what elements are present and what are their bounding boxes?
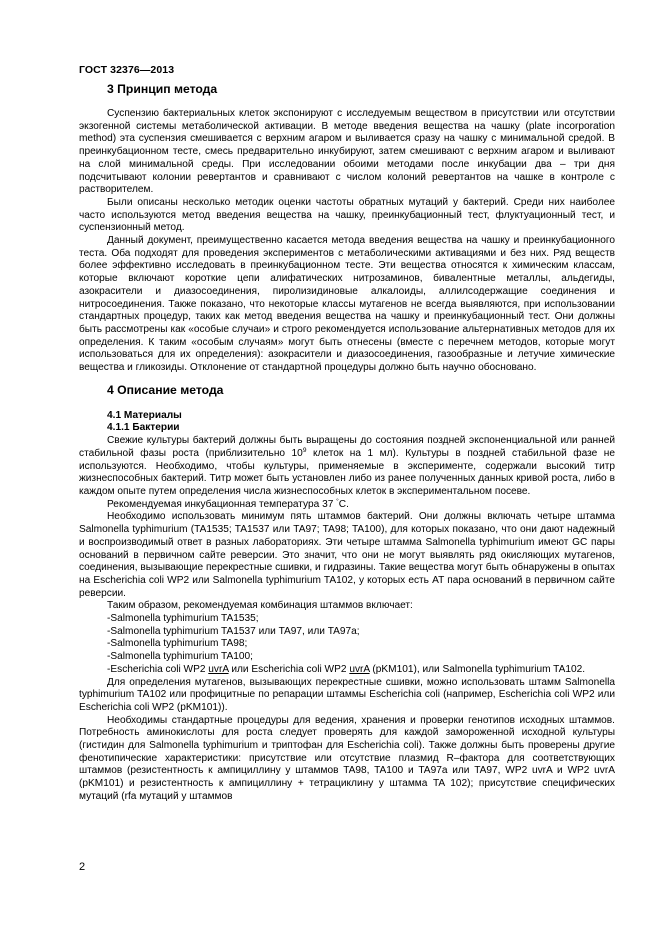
paragraph bbox=[79, 435, 615, 499]
paragraph: Для определения мутагенов, вызывающих перекрестные сшивки, можно использовать штамм Salmonella typhimurium TA102 или профицитные по репарации штаммы Escherichia coli (например, Escherichia coli WP2 или Escherichia coli WP2 (pKM101)). bbox=[79, 676, 615, 713]
text-run: или Escherichia coli WP2 bbox=[228, 663, 350, 675]
text-run: -Escherichia coli WP2 bbox=[107, 663, 209, 675]
document-body bbox=[79, 82, 615, 804]
text-run: С. bbox=[338, 498, 349, 510]
paragraph: Необходимо использовать минимум пять штаммов бактерий. Они должны включать четыре штамма Salmonella typhimurium (TA1535; TA1537 или TA97; TA98; TA100), для которых показано, что они дают надежный и воспроизводимый ответ в разных лабораториях. Эти четыре штамма Salmonella typhimurium имеют GC пары оснований в первичном сайте реверсии. Это значит, что они не могут выявлять ряд окисляющих мутагенов, соединения, вызывающие перекрестные сшивки, и гидразины. Такие вещества могут быть обнаружены в опытах на Escherichia coli WP2 или Salmonella typhimurium TA102, у которых есть AT пара оснований в первичном сайте реверсии. bbox=[79, 511, 615, 599]
superscript: ° bbox=[336, 497, 339, 505]
text-run: Свежие культуры бактерий должны быть выращены до состояния поздней экспоненциальной или ранней стабильной фазы роста (приблизительно 10 bbox=[79, 435, 615, 459]
list-item: -Salmonella typhimurium TA1537 или TA97, или TA97a; bbox=[107, 625, 360, 637]
section-4-title: 4 Описание метода bbox=[107, 382, 224, 397]
text-run: Рекомендуемая инкубационная температура 37 bbox=[107, 498, 337, 510]
list-item: -Salmonella typhimurium TA1535; bbox=[107, 613, 259, 625]
subsection-4-1-title: 4.1 Материалы bbox=[107, 409, 182, 421]
page-number: 2 bbox=[79, 861, 86, 873]
underlined-gene: uvrA bbox=[208, 663, 229, 675]
paragraph: Были описаны несколько методик оценки частоты обратных мутаций у бактерий. Среди них наиболее часто используются метод введения вещества на чашку, преинкубационный тест, флуктуационный тест, и суспензионный метод. bbox=[79, 196, 615, 234]
subsection-4-1-1-title: 4.1.1 Бактерии bbox=[107, 422, 180, 434]
underlined-gene: uvrA bbox=[349, 663, 370, 675]
list-item: -Salmonella typhimurium TA100; bbox=[107, 651, 253, 663]
text-run: клеток на 1 мл). Культуры в поздней стабильной фазе не используются. Необходимо, чтобы культуры, применяемые в эксперименте, содержали высокий титр жизнеспособных бактерий. Титр может быть установлен либо из ранее полученных данных кривой роста, либо в каждом опыте путем определения числа жизнеспособных клеток в экспериментальном посеве. bbox=[79, 447, 615, 497]
document-header: ГОСТ 32376—2013 bbox=[79, 64, 175, 76]
superscript: 9 bbox=[302, 446, 307, 454]
paragraph: Данный документ, преимущественно касается метода введения вещества на чашку и преинкубационного теста. Оба подходят для проведения экспериментов с метаболическими активациями и без них. Ряд веществ более эффективно исследовать в преинкубационном тесте. Эти вещества относятся к химическим классам, которые включают короткие цепи алифатических нитрозаминов, бивалентные металлы, альдегиды, азокрасители и диазосоединения, пиролизидиновые алкалоиды, аллилсодержащие соединения и нитросоединения. Также показано, что некоторые классы мутагенов не всегда выявляются, при использовании стандартных процедур, таких как метод введения вещества на чашку и преинкубационный тест. Они должны быть рассмотрены как «особые случаи» и строго рекомендуется использование альтернативных методов для их определения. К таким «особым случаям» могут быть отнесены (вместе с перечнем методов, которые могут использоваться для их определения): азокрасители и диазосоединения, газообразные и летучие химические вещества и гликозиды. Отклонение от стандартной процедуры должно быть научно обосновано. bbox=[79, 235, 615, 374]
list-item: -Salmonella typhimurium TA98; bbox=[107, 638, 248, 650]
text-run: (pKM101), или Salmonella typhimurium TA102. bbox=[369, 663, 586, 675]
list-item bbox=[79, 664, 615, 677]
paragraph bbox=[79, 499, 615, 512]
paragraph: Суспензию бактериальных клеток экспонируют с исследуемым веществом в присутствии или отсутствии экзогенной системы метаболической активации. В методе введения вещества на чашку (plate incorporation method) эта суспензия смешивается с верхним агаром и выливается сразу на чашку с минимальной средой. В преинкубационном тесте, смесь предварительно инкубируют, затем смешивают с верхним агаром и выливают на слой минимальной среды. При исследовании обоими методами после инкубации два – три дня подсчитывают колонии ревертантов и сравнивают с числом колоний ревертантов на чашке в контроле с растворителем. bbox=[79, 108, 615, 196]
paragraph: Необходимы стандартные процедуры для ведения, хранения и проверки генотипов исходных штаммов. Потребность аминокислоты для роста следует проверять для каждой замороженной исходной культуры (гистидин для Salmonella typhimurium и триптофан для Escherichia coli). Также должны быть проверены другие фенотипические характеристики: присутствие или отсутствие плазмид R–фактора для соответствующих штаммов (резистентность к ампициллину у штаммов TA98, TA100 и TA97a или TA97, WP2 uvrA и WP2 uvrA (pKM101) и резистентность к ампициллину + тетрациклину у штамма TA 102); присутствие специфических мутаций (rfa мутаций у штаммов bbox=[79, 714, 615, 802]
paragraph: Таким образом, рекомендуемая комбинация штаммов включает: bbox=[107, 600, 413, 612]
section-3-title: 3 Принцип метода bbox=[107, 82, 218, 96]
